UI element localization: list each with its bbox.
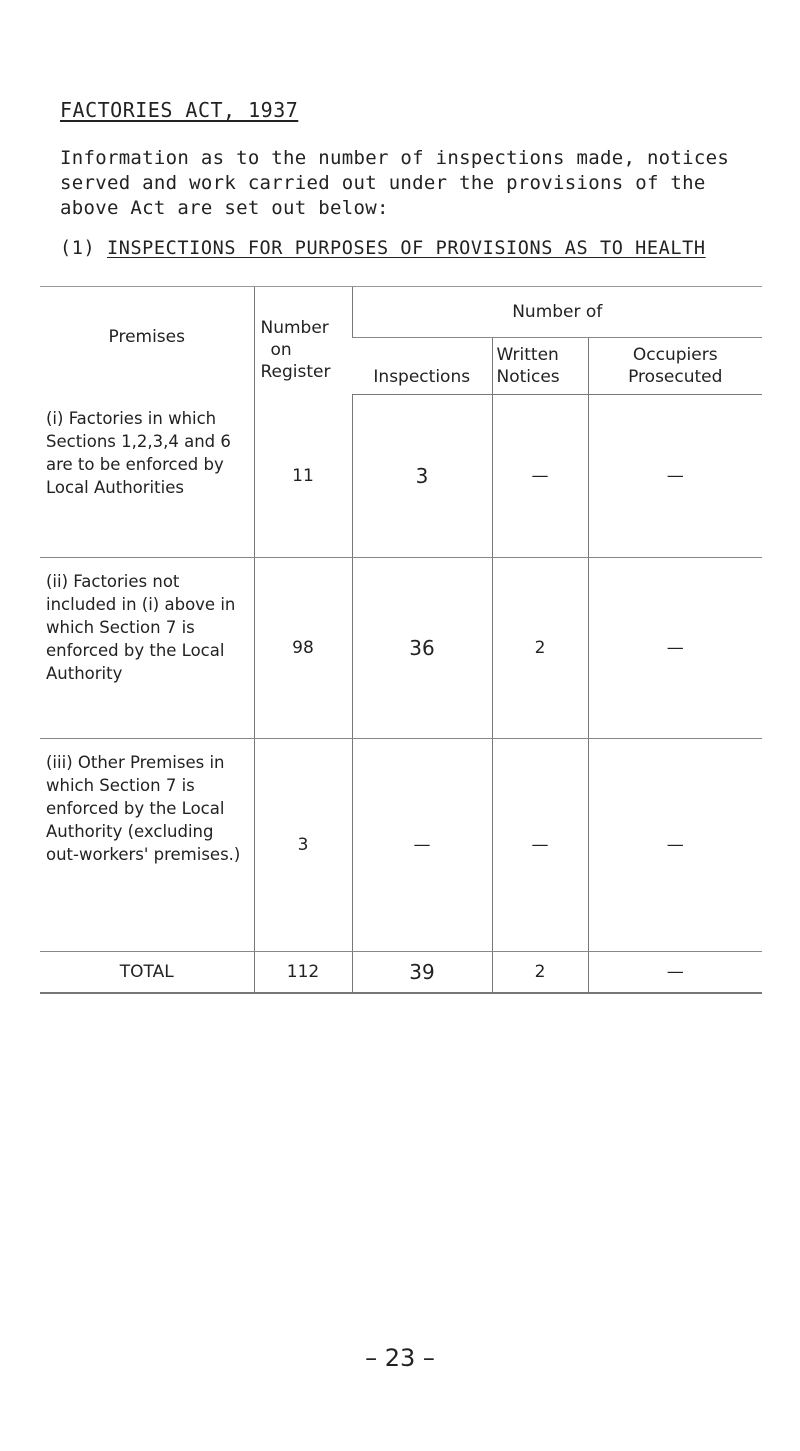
written-notices-cell: — (492, 738, 588, 951)
prosecuted-cell: — (588, 395, 762, 558)
premises-cell: (i) Factories in which Sections 1,2,3,4 and 6 are to be enforced by Local Authorities (40, 395, 254, 558)
section-title: INSPECTIONS FOR PURPOSES OF PROVISIONS AS TO HEALTH (106, 238, 706, 259)
inspections-cell: — (352, 738, 492, 951)
header-premises: Premises (40, 287, 254, 395)
header-number-of: Number of (352, 287, 762, 338)
written-notices-cell: 2 (492, 557, 588, 738)
section-heading (60, 238, 780, 259)
premises-cell: (iii) Other Premises in which Section 7 is enforced by the Local Authority (excluding out-workers' premises.) (40, 738, 254, 951)
total-row (40, 951, 762, 993)
page-number: – 23 – (365, 1344, 435, 1372)
header-written-line2: Notices (496, 367, 560, 387)
intro-paragraph: Information as to the number of inspections made, notices served and work carried out under the provisions of the above Act are set out below: (60, 147, 730, 219)
header-occupiers-line1: Occupiers (632, 345, 718, 365)
register-cell: 3 (254, 738, 352, 951)
inspections-cell: 3 (352, 395, 492, 558)
register-cell: 11 (254, 395, 352, 558)
written-notices-cell: — (492, 395, 588, 558)
section-number: (1) (60, 238, 96, 259)
header-register-line2: on (270, 340, 292, 360)
header-register-line1: Number (260, 318, 329, 338)
total-inspections: 39 (352, 951, 492, 993)
total-label: TOTAL (40, 951, 254, 993)
total-prosecuted: — (588, 951, 762, 993)
table-row (40, 395, 762, 558)
inspections-cell: 36 (352, 557, 492, 738)
inspections-table (40, 286, 762, 994)
register-cell: 98 (254, 557, 352, 738)
premises-cell: (ii) Factories not included in (i) above in which Section 7 is enforced by the Local Authority (40, 557, 254, 738)
prosecuted-cell: — (588, 557, 762, 738)
header-written-notices (492, 338, 588, 395)
header-occupiers-line2: Prosecuted (628, 367, 723, 387)
header-number-on-register (254, 287, 352, 395)
total-register: 112 (254, 951, 352, 993)
total-written-notices: 2 (492, 951, 588, 993)
table-row (40, 557, 762, 738)
header-written-line1: Written (496, 345, 559, 365)
prosecuted-cell: — (588, 738, 762, 951)
table-row (40, 738, 762, 951)
header-occupiers-prosecuted (588, 338, 762, 395)
page-title: FACTORIES ACT, 1937 (60, 98, 299, 122)
header-inspections: Inspections (352, 338, 492, 395)
header-register-line3: Register (260, 362, 331, 382)
